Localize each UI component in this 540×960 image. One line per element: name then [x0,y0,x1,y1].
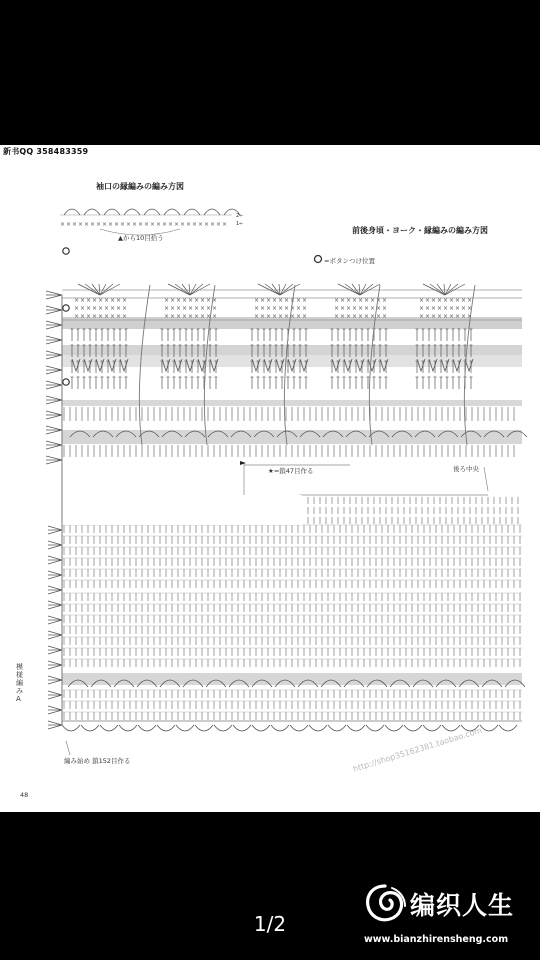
sc-stitch: × [364,313,370,320]
fan-stitch [265,284,280,295]
bracket-line [484,467,488,491]
bottom-fan [157,725,175,731]
sleeve-sc-stitch: × [138,221,144,228]
sc-stitch: × [302,297,308,304]
sleeve-sc-stitch: × [156,221,162,228]
sleeve-sc-stitch: × [66,221,72,228]
sleeve-sc-stitch: × [204,221,210,228]
sc-stitch: × [182,297,188,304]
sc-stitch: × [443,305,449,312]
bottom-fan [81,725,99,731]
sc-stitch: × [278,305,284,312]
sc-stitch: × [296,305,302,312]
border-fan [46,351,62,359]
sc-stitch: × [419,313,425,320]
sc-stitch: × [364,305,370,312]
sc-stitch: × [419,305,425,312]
sc-stitch: × [425,297,431,304]
border-fan [46,426,62,434]
border-fan [46,396,62,404]
sc-stitch: × [449,305,455,312]
sc-stitch: × [278,297,284,304]
sc-stitch: × [92,297,98,304]
sleeve-sc-stitch: × [210,221,216,228]
border-fan [48,556,62,564]
sc-stitch: × [382,297,388,304]
pattern-a-label: 模 様 編 み A [16,663,23,703]
bottom-fan [138,725,156,731]
sc-stitch: × [302,313,308,320]
sleeve-sc-stitch: × [222,221,228,228]
sc-stitch: × [266,305,272,312]
sc-stitch: × [182,305,188,312]
sc-stitch: × [334,297,340,304]
bottom-fan [480,725,498,731]
sc-stitch: × [188,297,194,304]
sc-stitch: × [461,313,467,320]
border-fan [48,676,62,684]
border-fan [48,631,62,639]
button-position-note: =ボタンつけ位置 [324,257,375,265]
fan-stitch [78,284,100,295]
fan-stitch [345,284,360,295]
sc-stitch: × [467,297,473,304]
sc-stitch: × [461,297,467,304]
sc-stitch: × [334,305,340,312]
bottom-fan [423,725,441,731]
brand-name: 编织人生 [410,891,515,920]
button-marker-icon [315,256,322,263]
sc-stitch: × [74,305,80,312]
sc-stitch: × [110,313,116,320]
sleeve-sc-stitch: × [198,221,204,228]
sleeve-sc-stitch: × [144,221,150,228]
border-fan [46,411,62,419]
sc-stitch: × [254,313,260,320]
sc-stitch: × [461,305,467,312]
button-marker-icon [63,379,69,385]
bottom-fan [214,725,232,731]
sc-stitch: × [382,305,388,312]
border-fan [48,601,62,609]
bottom-fan [385,725,403,731]
sleeve-fan [104,209,120,215]
sleeve-sc-stitch: × [192,221,198,228]
sleeve-sc-stitch: × [186,221,192,228]
sc-stitch: × [182,313,188,320]
button-marker-icon [63,248,69,254]
bottom-fan [252,725,270,731]
sc-stitch: × [188,305,194,312]
sc-stitch: × [116,297,122,304]
fan-stitch [338,284,360,295]
bottom-fan [176,725,194,731]
page-indicator: 1/2 [253,912,287,936]
sc-stitch: × [200,297,206,304]
sc-stitch: × [346,313,352,320]
sc-stitch: × [419,297,425,304]
sc-stitch: × [340,313,346,320]
fan-stitch [190,284,203,295]
sc-stitch: × [272,297,278,304]
sc-stitch: × [346,297,352,304]
bottom-fan [366,725,384,731]
sleeve-sc-stitch: × [84,221,90,228]
body-mask [62,495,302,525]
fan-stitch [168,284,190,295]
sc-stitch: × [352,305,358,312]
sc-stitch: × [302,305,308,312]
sleeve-fan [164,209,180,215]
triangle-marker [240,461,246,465]
bottom-fan [195,725,213,731]
sc-stitch: × [74,297,80,304]
border-fan [48,526,62,534]
sc-stitch: × [467,305,473,312]
chart-band [62,400,522,406]
fan-stitch [445,284,458,295]
sc-stitch: × [206,305,212,312]
sc-stitch: × [437,313,443,320]
sc-stitch: × [188,313,194,320]
sleeve-sc-stitch: × [60,221,66,228]
sleeve-sc-stitch: × [72,221,78,228]
sc-stitch: × [104,313,110,320]
sc-stitch: × [80,297,86,304]
sc-stitch: × [455,297,461,304]
sc-stitch: × [80,305,86,312]
bottom-fan [271,725,289,731]
sc-stitch: × [206,297,212,304]
border-fan [46,441,62,449]
sc-stitch: × [352,313,358,320]
pattern-page [0,145,540,812]
sc-stitch: × [164,305,170,312]
border-fan [46,321,62,329]
fan-stitch [100,284,113,295]
sc-stitch: × [284,297,290,304]
header-text: 新书QQ 358483359 [3,147,89,156]
sleeve-row-2-label: 2← [236,213,244,219]
sc-stitch: × [455,313,461,320]
sleeve-chart-title: 袖口の縁編みの編み方図 [96,182,184,191]
watermark: http://shop35162381.taobao.com [352,725,484,774]
sc-stitch: × [370,297,376,304]
sc-stitch: × [170,297,176,304]
sleeve-sc-stitch: × [174,221,180,228]
sc-stitch: × [200,313,206,320]
fan-stitch [360,284,373,295]
sc-stitch: × [74,313,80,320]
sc-stitch: × [164,297,170,304]
sleeve-sc-stitch: × [96,221,102,228]
border-fan [48,721,62,729]
sc-stitch: × [116,313,122,320]
sc-stitch: × [92,305,98,312]
sc-stitch: × [266,297,272,304]
sleeve-sc-stitch: × [168,221,174,228]
bottom-fan [442,725,460,731]
sc-stitch: × [370,305,376,312]
sc-stitch: × [176,297,182,304]
sleeve-sc-stitch: × [78,221,84,228]
fan-stitch [423,284,445,295]
sc-stitch: × [467,313,473,320]
sc-stitch: × [382,313,388,320]
sc-stitch: × [376,305,382,312]
start-leader [66,741,70,755]
sleeve-sc-stitch: × [216,221,222,228]
sc-stitch: × [104,305,110,312]
sc-stitch: × [358,313,364,320]
border-fan [46,456,62,464]
sleeve-fan [184,209,200,215]
sc-stitch: × [110,305,116,312]
sc-stitch: × [122,313,128,320]
sc-stitch: × [260,297,266,304]
sc-stitch: × [455,305,461,312]
border-fan [46,306,62,314]
border-fan [46,336,62,344]
fan-stitch [280,284,293,295]
sleeve-sc-stitch: × [132,221,138,228]
border-fan [48,706,62,714]
bottom-fan [404,725,422,731]
star-chain-note: ★=鎖47目作る [268,467,314,475]
sc-stitch: × [260,313,266,320]
bottom-fan [100,725,118,731]
button-marker-icon [63,305,69,311]
sleeve-sc-stitch: × [180,221,186,228]
bottom-fan [499,725,517,731]
sc-stitch: × [334,313,340,320]
brand-logo-icon [362,882,408,928]
sc-stitch: × [164,313,170,320]
sc-stitch: × [254,305,260,312]
sleeve-fan [144,209,160,215]
border-fan [48,586,62,594]
border-fan [48,541,62,549]
page-number: 48 [20,791,29,799]
sleeve-sc-stitch: × [162,221,168,228]
sleeve-sc-stitch: × [102,221,108,228]
sleeve-row-1-label: 1← [236,221,244,227]
sc-stitch: × [104,297,110,304]
sc-stitch: × [194,313,200,320]
sc-stitch: × [346,305,352,312]
sc-stitch: × [122,297,128,304]
sc-stitch: × [431,297,437,304]
sc-stitch: × [358,305,364,312]
bottom-fan [119,725,137,731]
body-chart-title: 前後身頃・ヨーク・縁編みの編み方図 [352,226,488,235]
brand-url: www.bianzhirensheng.com [364,934,509,945]
sc-stitch: × [116,305,122,312]
sc-stitch: × [376,297,382,304]
sc-stitch: × [278,313,284,320]
bottom-fan [233,725,251,731]
sc-stitch: × [254,297,260,304]
sc-stitch: × [364,297,370,304]
fan-stitch [258,284,280,295]
sc-stitch: × [449,313,455,320]
sc-stitch: × [212,305,218,312]
border-fan [48,616,62,624]
bottom-fan [328,725,346,731]
sc-stitch: × [86,305,92,312]
sc-stitch: × [284,305,290,312]
fan-stitch [430,284,445,295]
sc-stitch: × [212,313,218,320]
sleeve-sc-stitch: × [114,221,120,228]
sc-stitch: × [200,305,206,312]
sc-stitch: × [110,297,116,304]
sc-stitch: × [260,305,266,312]
bottom-fan [309,725,327,731]
sc-stitch: × [425,313,431,320]
sc-stitch: × [290,297,296,304]
sc-stitch: × [80,313,86,320]
sc-stitch: × [272,305,278,312]
sc-stitch: × [194,305,200,312]
sc-stitch: × [194,297,200,304]
sc-stitch: × [176,305,182,312]
sleeve-pickup-note: ▲から10目拾う [118,234,164,242]
sc-stitch: × [170,313,176,320]
sc-stitch: × [431,305,437,312]
sc-stitch: × [437,305,443,312]
sleeve-sc-stitch: × [90,221,96,228]
sc-stitch: × [340,297,346,304]
sc-stitch: × [86,313,92,320]
sc-stitch: × [122,305,128,312]
sc-stitch: × [352,297,358,304]
sleeve-sc-stitch: × [108,221,114,228]
border-fan [48,571,62,579]
border-fan [48,646,62,654]
fan-stitch [175,284,190,295]
border-fan [48,661,62,669]
sc-stitch: × [431,313,437,320]
sc-stitch: × [290,305,296,312]
start-chain-note: 編み始め 鎖152目作る [64,757,131,765]
sleeve-fan [64,209,80,215]
sleeve-sc-stitch: × [126,221,132,228]
sc-stitch: × [86,297,92,304]
crochet-chart [0,145,540,812]
sc-stitch: × [358,297,364,304]
border-fan [46,291,62,299]
back-center-label: 後ろ中央 [453,465,479,473]
border-fan [48,691,62,699]
border-fan [46,366,62,374]
sc-stitch: × [425,305,431,312]
sc-stitch: × [340,305,346,312]
sleeve-fan [204,209,220,215]
sleeve-sc-stitch: × [120,221,126,228]
border-fan [46,381,62,389]
sc-stitch: × [212,297,218,304]
sleeve-fan [124,209,140,215]
sc-stitch: × [266,313,272,320]
sc-stitch: × [376,313,382,320]
brand-watermark [362,880,537,950]
bottom-fan [62,725,80,731]
sc-stitch: × [449,297,455,304]
sc-stitch: × [443,313,449,320]
bottom-fan [290,725,308,731]
sc-stitch: × [98,297,104,304]
sc-stitch: × [443,297,449,304]
sc-stitch: × [272,313,278,320]
sc-stitch: × [296,313,302,320]
fan-stitch [85,284,100,295]
sleeve-fan [84,209,100,215]
sc-stitch: × [437,297,443,304]
sc-stitch: × [296,297,302,304]
sc-stitch: × [176,313,182,320]
bottom-fan [347,725,365,731]
sc-stitch: × [92,313,98,320]
sc-stitch: × [98,313,104,320]
sleeve-sc-stitch: × [150,221,156,228]
sc-stitch: × [98,305,104,312]
sc-stitch: × [170,305,176,312]
sc-stitch: × [290,313,296,320]
sc-stitch: × [370,313,376,320]
sc-stitch: × [206,313,212,320]
sc-stitch: × [284,313,290,320]
